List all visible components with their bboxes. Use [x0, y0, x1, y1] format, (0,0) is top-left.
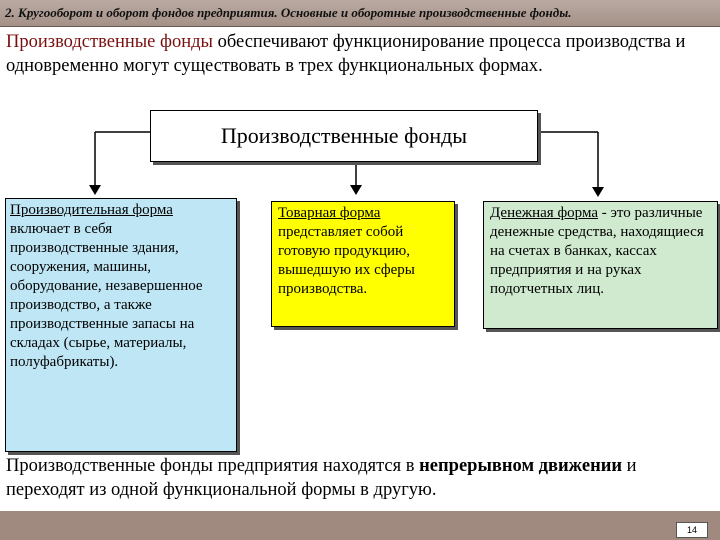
- commodity-form-box: [271, 201, 455, 327]
- commodity-form-title: Товарная форма: [278, 205, 381, 221]
- footer-paragraph: [6, 454, 706, 502]
- money-form-box: [483, 201, 718, 329]
- footer-text-part2: и переходят из одной функциональной формы в другую.: [6, 456, 637, 500]
- intro-text: обеспечивают функционирование процесса производства и одновременно могут существовать в трех функциональных формах.: [6, 32, 686, 76]
- money-form-text: - это различные денежные средства, находящиеся на счетах в банках, кассах предприятия и на руках подотчетных лиц.: [490, 205, 704, 297]
- production-form-title: Производительная форма: [10, 202, 173, 218]
- money-form-title: Денежная форма: [490, 205, 598, 221]
- header-bar: [0, 0, 720, 27]
- slide-content: [0, 27, 720, 511]
- arrow-center-head: [350, 185, 362, 195]
- footer-bold-phrase: непрерывном движении: [419, 456, 623, 476]
- production-form-box: [5, 198, 237, 452]
- slide-title: 2. Кругооборот и оборот фондов предприятия. Основные и оборотные производственные фонды.: [5, 5, 572, 20]
- commodity-form-text: представляет собой готовую продукцию, вышедшую их сферы производства.: [278, 224, 415, 297]
- arrow-left-head: [89, 185, 101, 195]
- production-form-text: включает в себя производственные здания, сооружения, машины, оборудование, незавершенное производство, а также производственные запасы на складах (сырье, материалы, полуфабрикаты).: [10, 221, 203, 370]
- footer-text-part1: Производственные фонды предприятия находятся в: [6, 456, 420, 476]
- page-number: 14: [676, 522, 708, 538]
- arrow-right-head: [592, 187, 604, 197]
- intro-highlight: Производственные фонды: [6, 32, 213, 52]
- central-node-production-funds: Производственные фонды: [150, 110, 538, 162]
